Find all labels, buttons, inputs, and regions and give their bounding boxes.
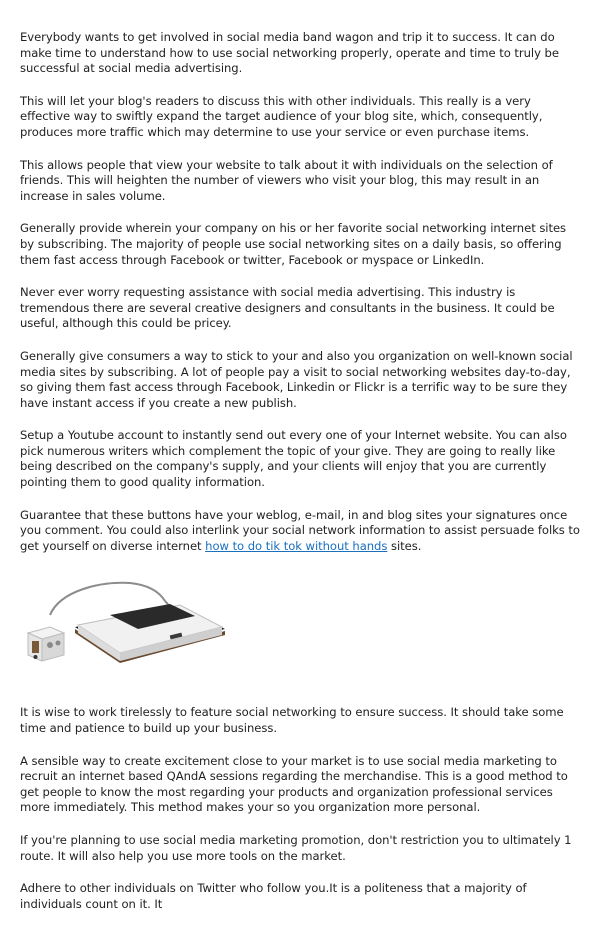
paragraph-6: Generally give consumers a way to stick to your and also you organization on well-known social media sites by subscribing. A lot of people pay a visit to social networking websites day-to-day, so giving them fast access through Facebook, Linkedin or Flickr is a terrific way to be sure they have instant access if you create a new publish. bbox=[20, 348, 573, 410]
paragraph-8-tail: sites. bbox=[387, 538, 422, 553]
paragraph-9: It is wise to work tirelessly to feature social networking to ensure success. It should take some time and patience to build up your business. bbox=[20, 705, 564, 736]
paragraph-10: A sensible way to create excitement close to your market is to use social media marketing to recruit an internet based QAndA sessions regarding the merchandise. This is a good method to get people to know the most regarding your products and organization professional services more immediately. This method makes your so you organization more personal. bbox=[20, 753, 568, 815]
paragraph-7: Setup a Youtube account to instantly send out every one of your Internet website. You can also pick numerous writers which complement the topic of your give. They are going to really like being described on the company's supply, and your clients will enjoy that you are currently pointing them to good quality information. bbox=[20, 428, 567, 490]
paragraph-4: Generally provide wherein your company on his or her favorite social networking internet sites by subscribing. The majority of people use social networking sites on a daily basis, so offering them fast access through Facebook or twitter, Facebook or myspace or LinkedIn. bbox=[20, 221, 567, 267]
paragraph-8 bbox=[20, 508, 580, 555]
paragraph-1: Everybody wants to get involved in social media band wagon and trip it to success. It can do make time to understand how to use social networking properly, operate and time to truly be successful at social media advertising. bbox=[20, 30, 559, 76]
tik-tok-link[interactable]: how to do tik tok without hands bbox=[205, 538, 388, 553]
paragraph-5: Never ever worry requesting assistance with social media advertising. This industry is tremendous there are several creative designers and consultants in the business. It could be useful, although this could be pricey. bbox=[20, 285, 555, 331]
game-console-image bbox=[20, 571, 580, 681]
paragraph-2: This will let your blog's readers to discuss this with other individuals. This really is a very effective way to swiftly expand the target audience of your blog site, which, consequently, produces more traffic which may determine to use your service or even purchase items. bbox=[20, 93, 543, 139]
paragraph-12: Adhere to other individuals on Twitter who follow you.It is a politeness that a majority of individuals count on it. It bbox=[20, 881, 527, 911]
article bbox=[20, 30, 580, 929]
paragraph-11: If you're planning to use social media marketing promotion, don't restriction you to ultimately 1 route. It will also help you use more tools on the market. bbox=[20, 833, 572, 863]
paragraph-3: This allows people that view your website to talk about it with individuals on the selection of friends. This will heighten the number of viewers who visit your blog, this may result in an increase in sales volume. bbox=[20, 157, 553, 203]
paragraph-8-text: Guarantee that these buttons have your weblog, e-mail, in and blog sites your signatures once you comment. You could also interlink your social network information to assist persuade folks to get yourself on diverse internet bbox=[20, 507, 580, 553]
game-console-icon bbox=[20, 571, 230, 681]
